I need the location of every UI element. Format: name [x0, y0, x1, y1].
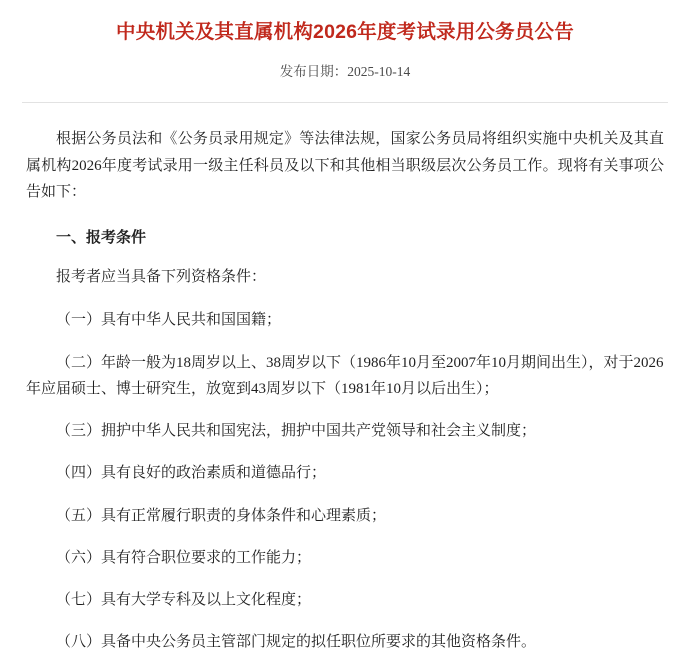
condition-item: （二）年龄一般为18周岁以上、38周岁以下（1986年10月至2007年10月期间出生），对于2026年应届硕士、博士研究生，放宽到43周岁以下（1981年10月以后出生）； [26, 354, 664, 397]
section-heading-one: 一、报考条件 [56, 230, 147, 247]
condition-item: （七）具有大学专科及以上文化程度； [56, 592, 312, 609]
document-header [0, 0, 690, 90]
publish-date: 发布日期：2025-10-14 [279, 64, 411, 80]
condition-item: （一）具有中华人民共和国国籍； [56, 312, 282, 329]
section-one-lead: 报考者应当具备下列资格条件： [56, 269, 267, 286]
document-body [0, 103, 690, 663]
condition-item: （三）拥护中华人民共和国宪法，拥护中国共产党领导和社会主义制度； [56, 423, 537, 440]
page-title: 中央机关及其直属机构2026年度考试录用公务员公告 [116, 21, 574, 43]
condition-item: （四）具有良好的政治素质和道德品行； [56, 465, 327, 482]
intro-paragraph: 根据公务员法和《公务员录用规定》等法律法规，国家公务员局将组织实施中央机关及其直属机构2026年度考试录用一级主任科员及以下和其他相当职级层次公务员工作。现将有关事项公告如下： [26, 131, 664, 200]
condition-item: （五）具有正常履行职责的身体条件和心理素质； [56, 507, 387, 524]
condition-item: （八）具备中央公务员主管部门规定的拟任职位所要求的其他资格条件。 [56, 634, 537, 651]
condition-item: （六）具有符合职位要求的工作能力； [56, 549, 312, 566]
